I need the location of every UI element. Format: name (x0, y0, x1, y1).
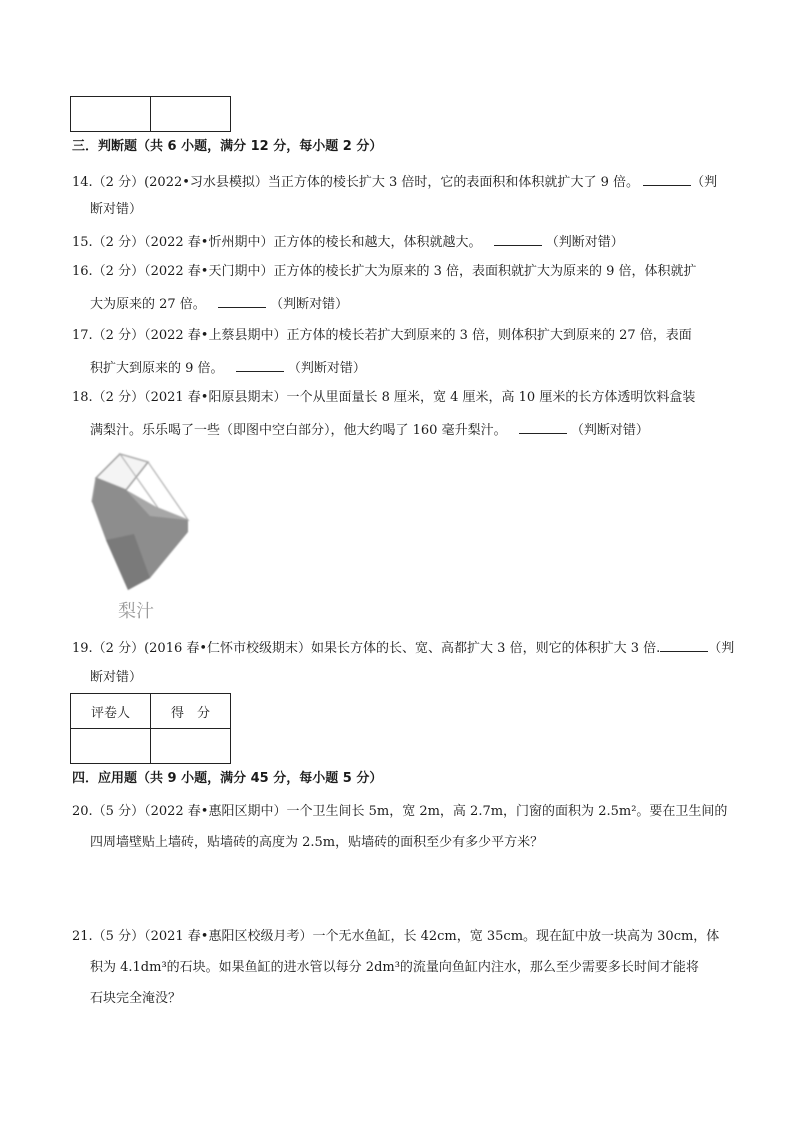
question-19 (72, 637, 735, 659)
q21-line2: 积为 4.1dm³的石块。如果鱼缸的进水管以每分 2dm³的流量向鱼缸内注水，那么至少需要多长时间才能将 (90, 960, 699, 975)
q18-text-end: （判断对错） (570, 423, 649, 438)
score-table-score-cell[interactable] (151, 729, 231, 764)
score-table-grader-cell[interactable] (71, 729, 151, 764)
juice-box-figure (88, 450, 198, 625)
q17-text: 积扩大到原来的 9 倍。 (90, 361, 224, 376)
q19-line2: 断对错） (90, 670, 143, 685)
top-table-cell-2 (151, 97, 231, 132)
q16-text-end: （判断对错） (270, 297, 349, 312)
question-16: 16.（2 分）（2022 春•天门期中）正方体的棱长扩大为原来的 3 倍，表面积就扩大为原来的 9 倍，体积就扩 (72, 264, 697, 279)
question-17: 17.（2 分）（2022 春•上蔡县期中）正方体的棱长若扩大到原来的 3 倍，则体积扩大到原来的 27 倍，表面 (72, 328, 692, 343)
score-table-header-score: 得 分 (151, 694, 231, 729)
q18-line2 (90, 419, 649, 441)
q14-line2: 断对错） (90, 202, 143, 217)
q16-line2 (90, 293, 348, 315)
q15-text: 15.（2 分）（2022 春•忻州期中）正方体的棱长和越大，体积就越大。 (72, 235, 482, 250)
score-table (70, 693, 231, 764)
top-table-cell-1 (71, 97, 151, 132)
q14-answer-blank[interactable] (643, 171, 691, 186)
q18-text: 满梨汁。乐乐喝了一些（即图中空白部分），他大约喝了 160 毫升梨汁。 (90, 423, 507, 438)
top-score-table (70, 96, 231, 132)
q17-answer-blank[interactable] (236, 357, 284, 372)
section3-title: 三．判断题（共 6 小题，满分 12 分，每小题 2 分） (72, 139, 383, 154)
q14-text: 14.（2 分）(2022•习水县模拟）当正方体的棱长扩大 3 倍时，它的表面积和体积就扩大了 9 倍。 (72, 175, 639, 190)
q19-answer-blank[interactable] (660, 637, 708, 652)
q17-line2 (90, 357, 366, 379)
question-14 (72, 171, 722, 193)
q15-text-end: （判断对错） (545, 235, 624, 250)
q17-text-end: （判断对错） (287, 361, 366, 376)
q16-text: 大为原来的 27 倍。 (90, 297, 206, 312)
question-21: 21.（5 分）（2021 春•惠阳区校级月考）一个无水鱼缸，长 42cm，宽 35cm。现在缸中放一块高为 30cm，体 (72, 929, 720, 944)
q21-line3: 石块完全淹没？ (90, 991, 182, 1006)
q14-text-end: （判 (691, 175, 718, 190)
q19-text: 19.（2 分）(2016 春•仁怀市校级期末）如果长方体的长、宽、高都扩大 3 倍，则它的体积扩大 3 倍. (72, 641, 661, 656)
question-20: 20.（5 分）（2022 春•惠阳区期中）一个卫生间长 5m，宽 2m，高 2.7m，门窗的面积为 2.5m²。要在卫生间的 (72, 804, 728, 819)
question-18: 18.（2 分）（2021 春•阳原县期末）一个从里面量长 8 厘米，宽 4 厘米，高 10 厘米的长方体透明饮料盒装 (72, 390, 696, 405)
q19-text-end: （判 (708, 641, 735, 656)
juice-box-label: 梨汁 (118, 601, 154, 622)
q20-line2: 四周墙壁贴上墙砖，贴墙砖的高度为 2.5m，贴墙砖的面积至少有多少平方米？ (90, 835, 544, 850)
q18-answer-blank[interactable] (519, 419, 567, 434)
score-table-header-grader: 评卷人 (71, 694, 151, 729)
q16-answer-blank[interactable] (218, 293, 266, 308)
section4-title: 四．应用题（共 9 小题，满分 45 分，每小题 5 分） (72, 771, 383, 786)
q15-answer-blank[interactable] (494, 231, 542, 246)
question-15 (72, 231, 624, 253)
